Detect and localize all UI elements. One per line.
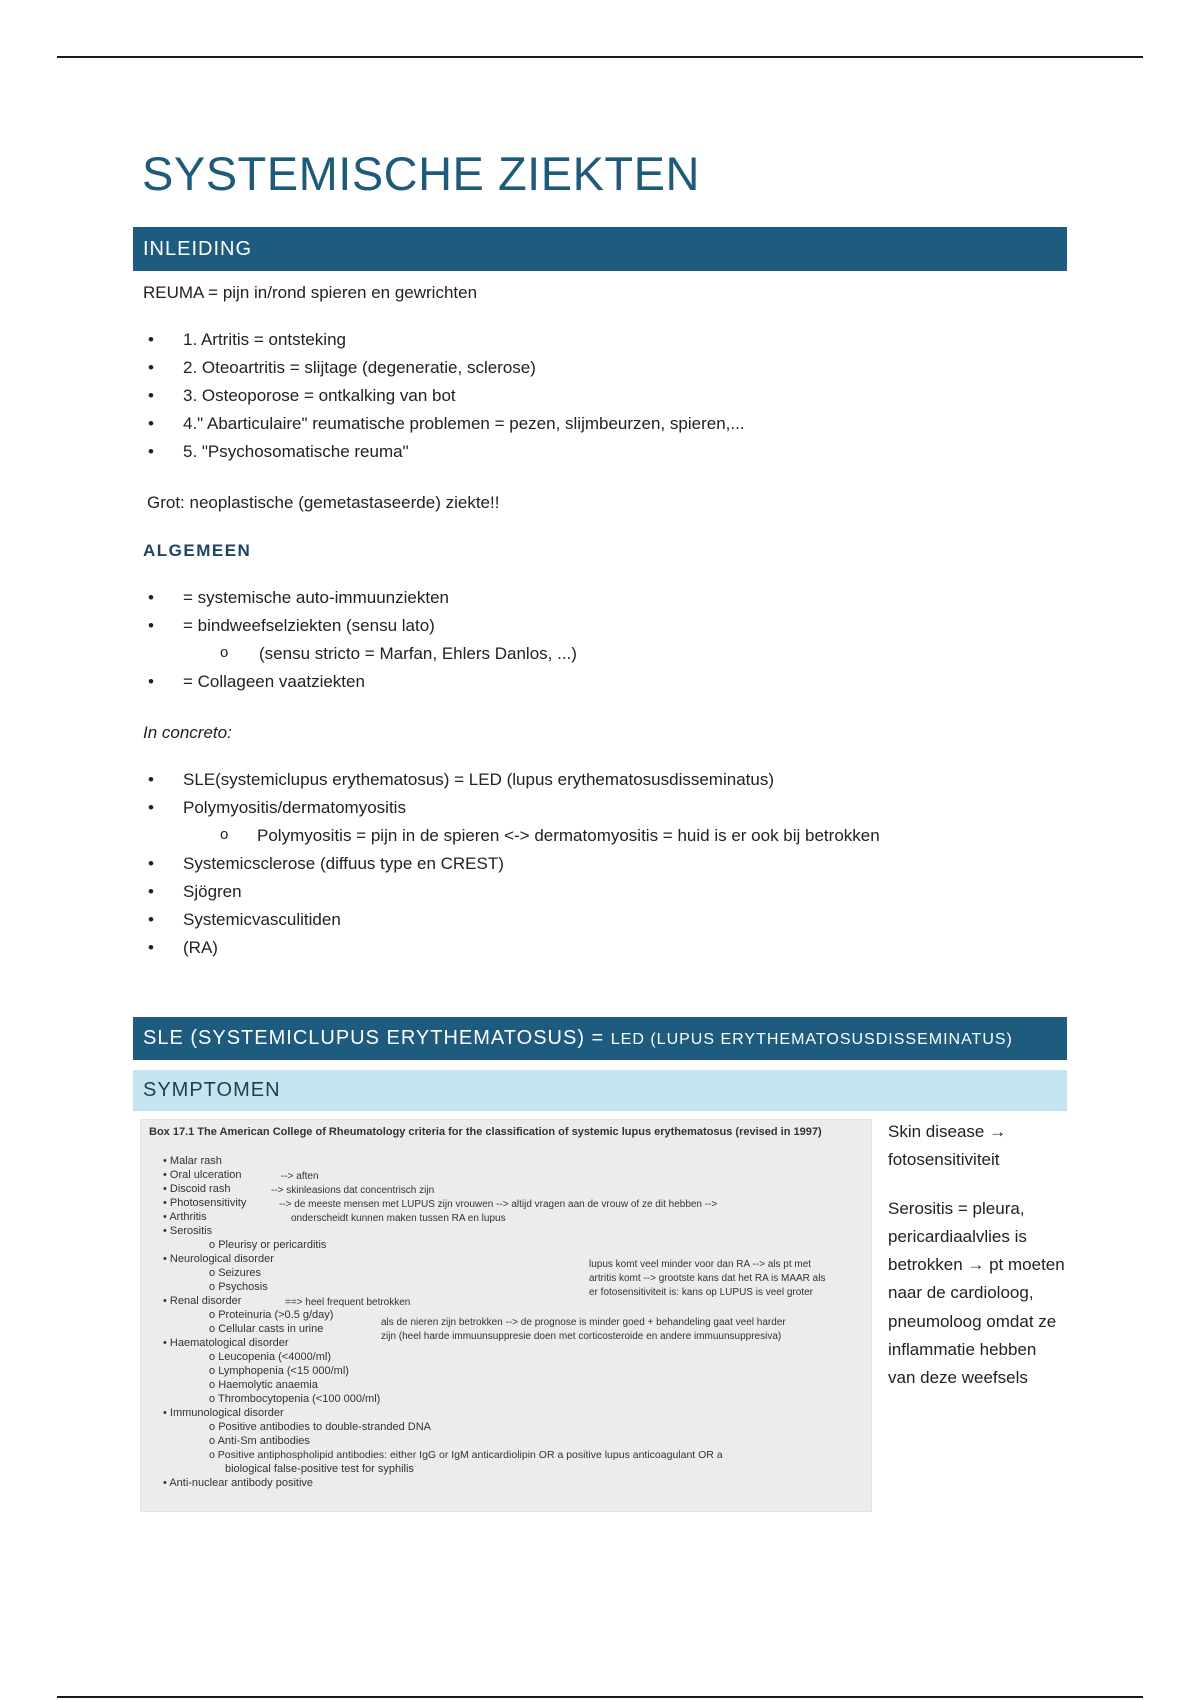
in-concreto-label: In concreto: [143,723,232,742]
criteria-line: o Positive antibodies to double-stranded DNA [209,1421,431,1433]
annotation-photosensitivity-2: onderscheidt kunnen maken tussen RA en lupus [291,1213,506,1224]
list-item: • Sjögren [148,882,242,901]
list-item: • = systemische auto-immuunziekten [148,588,449,607]
list-item: o (sensu stricto = Marfan, Ehlers Danlos, ...) [220,644,577,663]
annotation-photosensitivity-1: --> de meeste mensen met LUPUS zijn vrouwen --> altijd vragen aan de vrouw of ze dit hebben --> [279,1199,718,1210]
criteria-line: o Lymphopenia (<15 000/ml) [209,1365,349,1377]
subsection-heading-symptomen [133,1070,1067,1111]
section-heading-sle-main: SLE (SYSTEMICLUPUS ERYTHEMATOSUS) = [143,1027,611,1049]
criteria-line: • Malar rash [163,1155,222,1167]
list-item: • 5. "Psychosomatische reuma" [148,442,409,461]
section-heading-inleiding [133,227,1067,271]
acr-criteria-image [140,1119,872,1512]
criteria-line: o Thrombocytopenia (<100 000/ml) [209,1393,381,1405]
list-item: • = bindweefselziekten (sensu lato) [148,616,435,635]
list-item: • 1. Artritis = ontsteking [148,330,346,349]
criteria-line: • Neurological disorder [163,1253,274,1265]
criteria-line: o Anti-Sm antibodies [209,1435,310,1447]
criteria-line: o Proteinuria (>0.5 g/day) [209,1309,334,1321]
criteria-line: o Pleurisy or pericarditis [209,1239,327,1251]
subheading-algemeen: ALGEMEEN [143,541,252,560]
list-item: • (RA) [148,938,218,957]
sidenote-skin: Skin disease → fotosensitiviteit [888,1122,1007,1170]
list-item: • 2. Oteoartritis = slijtage (degeneratie, sclerose) [148,358,536,377]
symptomen-sidenotes [888,1118,1068,1413]
criteria-line: o Seizures [209,1267,261,1279]
list-item: • = Collageen vaatziekten [148,672,365,691]
list-item: • 3. Osteoporose = ontkalking van bot [148,386,456,405]
annotation-lupus-1: lupus komt veel minder voor dan RA --> als pt met [589,1259,812,1270]
criteria-line: • Oral ulceration [163,1169,242,1181]
annotation-renal: ==> heel frequent betrokken [285,1297,411,1308]
top-rule [57,56,1143,58]
criteria-line: o Haemolytic anaemia [209,1379,318,1391]
annotation-lupus-3: er fotosensitiviteit is: kans op LUPUS is veel groter [589,1287,813,1298]
list-item: • SLE(systemiclupus erythematosus) = LED (lupus erythematosusdisseminatus) [148,770,774,789]
criteria-line: • Anti-nuclear antibody positive [163,1477,314,1489]
criteria-line: o Cellular casts in urine [209,1323,324,1335]
criteria-title: Box 17.1 The American College of Rheumatology criteria for the classification of systemic lupus erythematosus (revised in 1997) [149,1126,822,1138]
reuma-definition: REUMA = pijn in/rond spieren en gewrichten [143,283,478,302]
list-item: • Polymyositis/dermatomyositis [148,798,406,817]
list-item: • Systemicvasculitiden [148,910,341,929]
criteria-line: o Positive antiphospholipid antibodies: either IgG or IgM anticardiolipin OR a positive lupus anticoagulant OR a [209,1449,723,1461]
section-heading-inleiding-label: INLEIDING [143,238,253,260]
criteria-line: • Haematological disorder [163,1337,289,1349]
annotation-nieren-1: als de nieren zijn betrokken --> de prognose is minder goed + behandeling gaat veel harder [381,1317,786,1328]
criteria-line: • Immunological disorder [163,1407,284,1419]
subsection-heading-symptomen-label: SYMPTOMEN [143,1079,281,1101]
list-item: • Systemicsclerose (diffuus type en CREST) [148,854,504,873]
annotation-nieren-2: zijn (heel harde immuunsuppresie doen met corticosteroide en andere immuunsuppresiva) [381,1331,782,1342]
annotation-lupus-2: artritis komt --> grootste kans dat het RA is MAAR als [589,1273,826,1284]
annotation-aften: --> aften [281,1171,319,1182]
criteria-line: biological false-positive test for syphilis [225,1463,414,1475]
sidenote-serositis: Serositis = pleura, pericardiaalvlies is betrokken → pt moeten naar de cardioloog, pneumoloog omdat ze inflammatie hebben van deze weefsels [888,1198,1065,1388]
criteria-line: • Arthritis [163,1211,207,1223]
criteria-line: • Discoid rash [163,1183,231,1195]
list-item: • 4." Abarticulaire" reumatische problemen = pezen, slijmbeurzen, spieren,... [148,414,745,433]
list-item: o Polymyositis = pijn in de spieren <-> dermatomyositis = huid is er ook bij betrokken [220,826,880,845]
criteria-line: o Psychosis [209,1281,268,1293]
criteria-line: • Photosensitivity [163,1197,247,1209]
criteria-line: o Leucopenia (<4000/ml) [209,1351,332,1363]
criteria-line: • Renal disorder [163,1295,242,1307]
page-title: SYSTEMISCHE ZIEKTEN [142,147,700,200]
annotation-discoid: --> skinleasions dat concentrisch zijn [271,1185,435,1196]
criteria-line: • Serositis [163,1225,213,1237]
grot-note: Grot: neoplastische (gemetastaseerde) ziekte!! [147,493,500,512]
section-heading-sle [133,1017,1067,1060]
bottom-rule [57,1696,1143,1698]
section-heading-sle-small: LED (LUPUS ERYTHEMATOSUSDISSEMINATUS) [610,1031,1013,1048]
